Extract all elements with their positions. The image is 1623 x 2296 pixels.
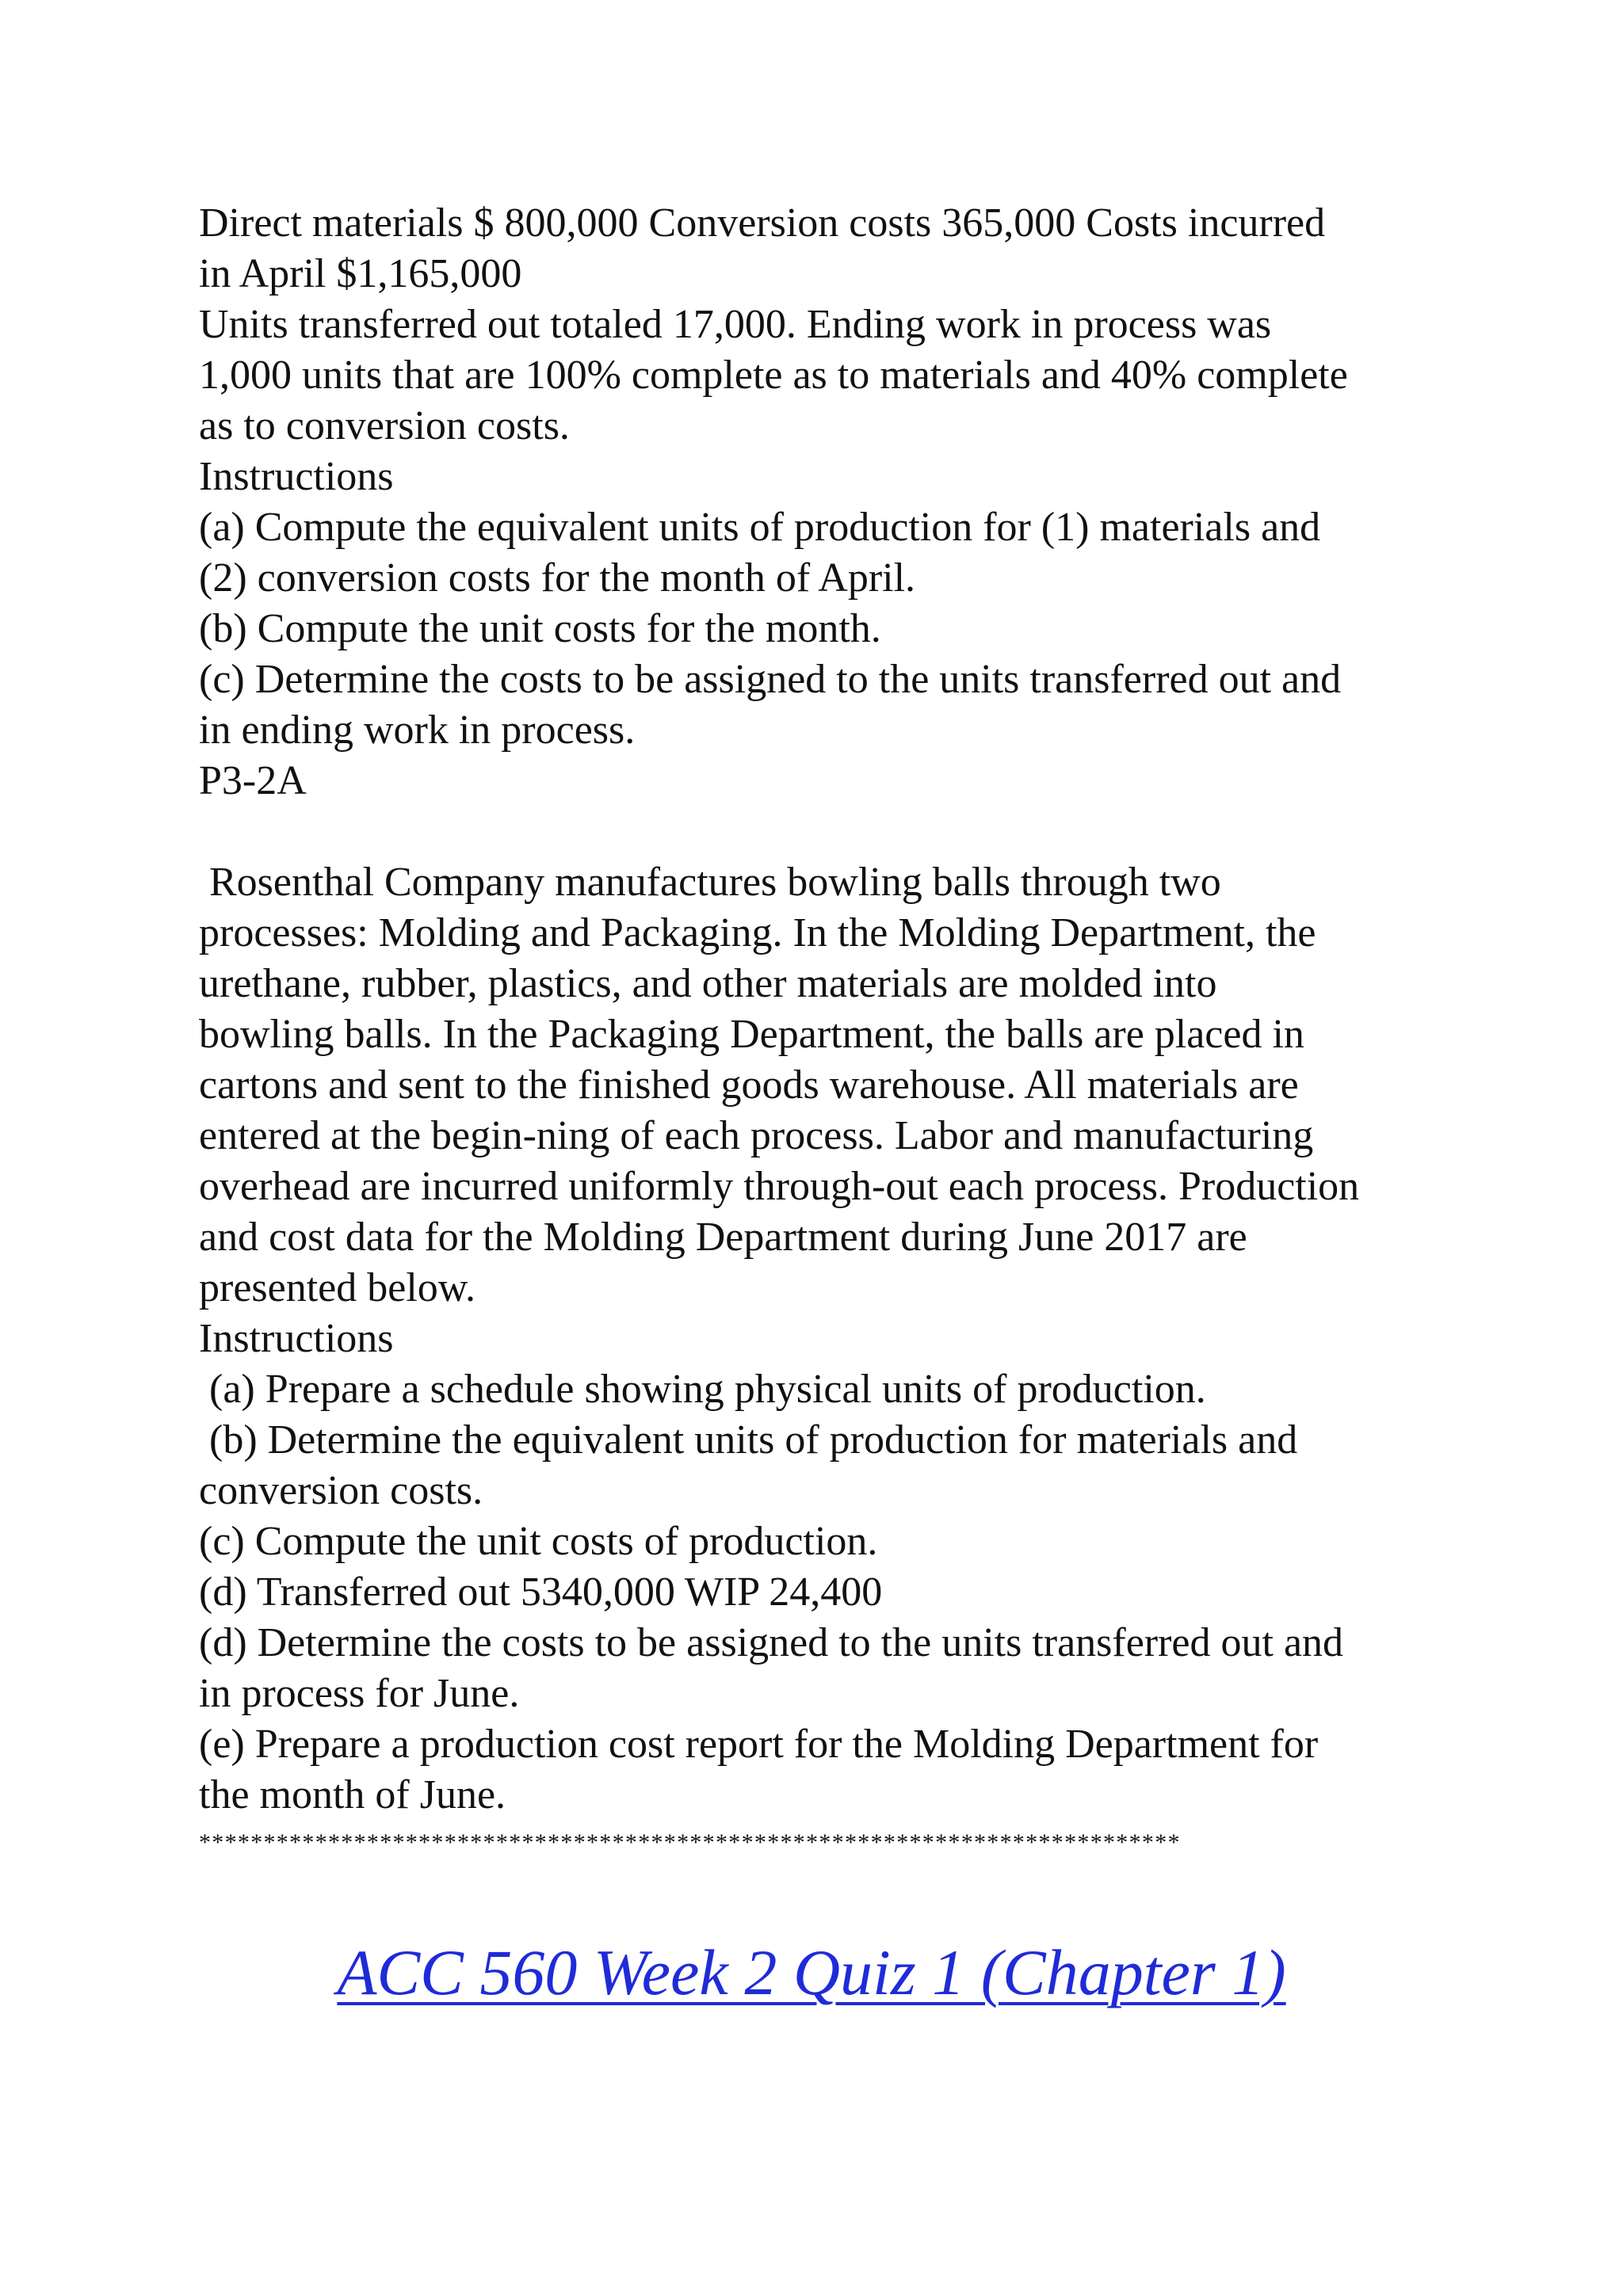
section-heading: Instructions xyxy=(199,1316,394,1361)
text-line: in ending work in process. xyxy=(199,707,636,753)
text-line: Direct materials $ 800,000 Conversion costs 365,000 Costs incurred xyxy=(199,200,1326,246)
text-line: 1,000 units that are 100% complete as to materials and 40% complete xyxy=(199,353,1348,398)
text-line: (c) Compute the unit costs of production. xyxy=(199,1519,878,1564)
text-line: conversion costs. xyxy=(199,1468,483,1513)
problem-number: P3-2A xyxy=(199,758,307,803)
text-line: and cost data for the Molding Department during June 2017 are xyxy=(199,1215,1247,1260)
text-line: (e) Prepare a production cost report for the Molding Department for xyxy=(199,1722,1319,1767)
text-line: (d) Determine the costs to be assigned to the units transferred out and xyxy=(199,1620,1344,1665)
text-line: Rosenthal Company manufactures bowling balls through two xyxy=(199,860,1221,905)
text-line: (2) conversion costs for the month of April. xyxy=(199,555,916,601)
text-line: (b) Compute the unit costs for the month. xyxy=(199,606,881,651)
text-line: in process for June. xyxy=(199,1671,520,1716)
text-line: entered at the begin-ning of each process. Labor and manufacturing xyxy=(199,1113,1314,1158)
text-line: urethane, rubber, plastics, and other materials are molded into xyxy=(199,961,1217,1006)
text-line: in April $1,165,000 xyxy=(199,251,522,296)
text-line: (a) Compute the equivalent units of production for (1) materials and xyxy=(199,505,1321,550)
text-line: overhead are incurred uniformly through-out each process. Production xyxy=(199,1164,1360,1209)
text-line: bowling balls. In the Packaging Department, the balls are placed in xyxy=(199,1012,1304,1057)
text-line: Units transferred out totaled 17,000. Ending work in process was xyxy=(199,302,1272,347)
course-quiz-link[interactable]: ACC 560 Week 2 Quiz 1 (Chapter 1) xyxy=(337,1936,1286,2008)
text-line: (d) Transferred out 5340,000 WIP 24,400 xyxy=(199,1569,883,1615)
blank-line xyxy=(199,807,1475,857)
text-line: (a) Prepare a schedule showing physical units of production. xyxy=(199,1367,1206,1412)
text-line: (b) Determine the equivalent units of production for materials and xyxy=(199,1417,1298,1463)
text-line: the month of June. xyxy=(199,1772,506,1817)
asterisk-divider: **************************************************************************** xyxy=(199,1829,1181,1855)
text-line: processes: Molding and Packaging. In the Molding Department, the xyxy=(199,910,1316,955)
document-body xyxy=(199,198,1475,1859)
footer-link-container xyxy=(0,1933,1623,2012)
text-line: presented below. xyxy=(199,1265,475,1310)
text-line: (c) Determine the costs to be assigned to the units transferred out and xyxy=(199,657,1342,702)
text-line: cartons and sent to the finished goods warehouse. All materials are xyxy=(199,1062,1299,1108)
section-heading: Instructions xyxy=(199,454,394,499)
text-line: as to conversion costs. xyxy=(199,403,570,448)
